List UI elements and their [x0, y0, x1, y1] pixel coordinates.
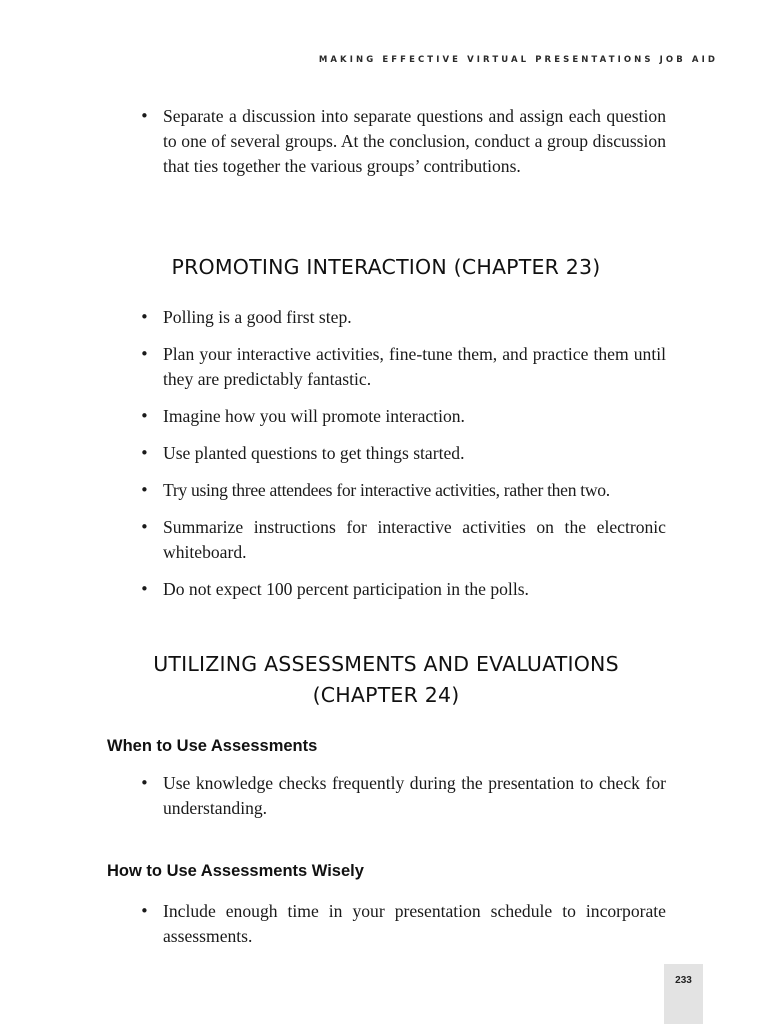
- interaction-bullet-list: [140, 305, 666, 614]
- section-title-line: (CHAPTER 24): [312, 683, 460, 707]
- list-item: • Separate a discussion into separate questions and assign each question to one of several groups. At the conclusion, conduct a group discussion that ties together the various groups’ contributions.: [140, 104, 666, 179]
- section-title-interaction: PROMOTING INTERACTION (CHAPTER 23): [171, 255, 601, 279]
- list-item: • Plan your interactive activities, fine-tune them, and practice them until they are predictably fantastic.: [140, 342, 666, 392]
- subhead-how-to-use: How to Use Assessments Wisely: [107, 862, 364, 880]
- page-number-tab: [664, 964, 703, 1024]
- intro-bullet-list: [140, 104, 666, 191]
- when-bullet-list: [140, 771, 666, 833]
- section-title-line: UTILIZING ASSESSMENTS AND EVALUATIONS: [153, 652, 619, 676]
- section-title-assessments: [100, 649, 672, 711]
- page-number: 233: [675, 975, 692, 986]
- list-item: • Do not expect 100 percent participation in the polls.: [140, 577, 666, 602]
- how-bullet-list: [140, 899, 666, 961]
- list-item: • Use planted questions to get things started.: [140, 441, 666, 466]
- list-item: • Include enough time in your presentation schedule to incorporate assessments.: [140, 899, 666, 949]
- subhead-when-to-use: When to Use Assessments: [107, 737, 318, 755]
- list-item: • Imagine how you will promote interaction.: [140, 404, 666, 429]
- list-item: • Use knowledge checks frequently during the presentation to check for understanding.: [140, 771, 666, 821]
- list-item: • Summarize instructions for interactive activities on the electronic whiteboard.: [140, 515, 666, 565]
- running-head: MAKING EFFECTIVE VIRTUAL PRESENTATIONS JOB AID: [318, 55, 718, 65]
- list-item: • Try using three attendees for interactive activities, rather then two.: [140, 478, 666, 503]
- list-item: • Polling is a good first step.: [140, 305, 666, 330]
